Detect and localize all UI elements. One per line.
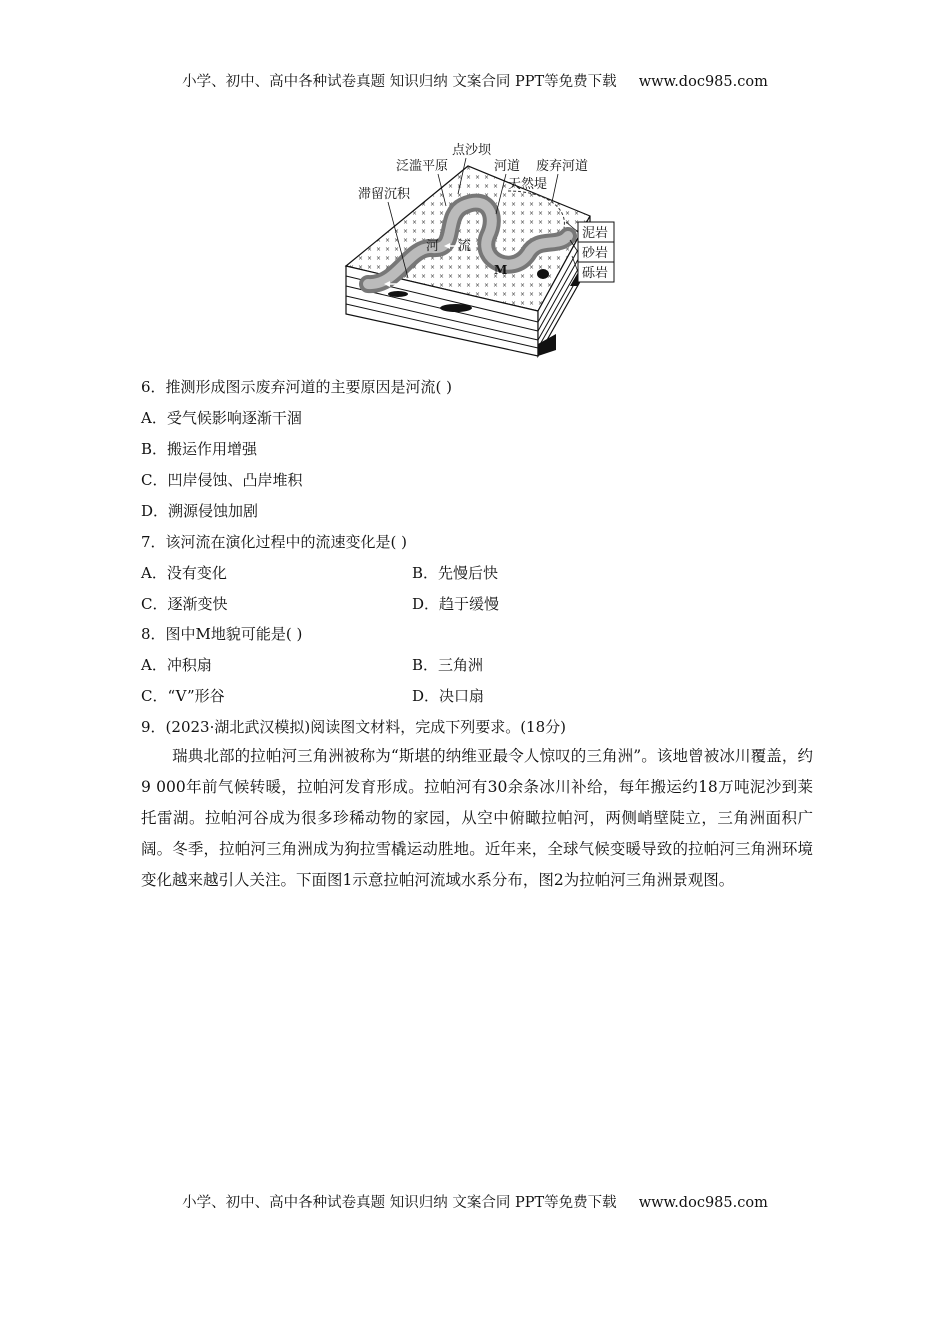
q7-option-b[interactable]: B．先慢后快 [412, 564, 499, 582]
header-text: 小学、初中、高中各种试卷真题 知识归纳 文案合同 PPT等免费下载 [182, 74, 617, 90]
q7-option-c[interactable]: C．逐渐变快 [141, 595, 228, 613]
legend-sandstone: 砂岩 [582, 246, 609, 261]
q7-option-d[interactable]: D．趋于缓慢 [412, 595, 500, 613]
q8-option-b[interactable]: B．三角洲 [412, 656, 484, 674]
q9-paragraph: 瑞典北部的拉帕河三角洲被称为“斯堪的纳维亚最令人惊叹的三角洲”。该地曾被冰川覆盖，约9 000年前气候转暖，拉帕河发育形成。拉帕河有30余条冰川补给，每年搬运约18万吨泥沙到莱托雷湖。拉帕河谷成为很多珍稀动物的家园，从空中俯瞰拉帕河，两侧峭壁陡立，三角洲面积广阔。冬季，拉帕河三角洲成为狗拉雪橇运动胜地。近年来，全球气候变暖导致的拉帕河三角洲环境变化越来越引人关注。下面图1示意拉帕河流域水系分布，图2为拉帕河三角洲景观图。 [141, 747, 813, 889]
header-url[interactable]: www.doc985.com [638, 74, 768, 90]
label-lag: 滞留沉积 [358, 187, 411, 202]
label-river: 河 [426, 239, 440, 254]
q8-option-d[interactable]: D．决口扇 [412, 687, 485, 705]
page-header [0, 70, 950, 91]
q6-option-d[interactable]: D．溯源侵蚀加剧 [141, 502, 259, 520]
legend-conglomerate: 砾岩 [582, 266, 609, 281]
legend-mudstone: 泥岩 [582, 226, 609, 241]
q9-stem: 9．(2023·湖北武汉模拟)阅读图文材料，完成下列要求。(18分) [141, 718, 566, 736]
label-floodplain: 泛滥平原 [396, 159, 449, 174]
label-m: M [494, 263, 508, 277]
q7-stem: 7．该河流在演化过程中的流速变化是( ) [141, 533, 408, 551]
q7-option-a[interactable]: A．没有变化 [141, 564, 227, 582]
label-levee: 天然堤 [508, 177, 548, 192]
footer-url[interactable]: www.doc985.com [638, 1195, 768, 1211]
label-flow: 流 [458, 239, 472, 254]
q6-option-c[interactable]: C．凹岸侵蚀、凸岸堆积 [141, 471, 303, 489]
q8-stem: 8．图中M地貌可能是( ) [141, 625, 303, 643]
q6-stem: 6．推测形成图示废弃河道的主要原因是河流( ) [141, 378, 453, 396]
q6-option-a[interactable]: A．受气候影响逐渐干涸 [141, 409, 302, 427]
q6-option-b[interactable]: B．搬运作用增强 [141, 440, 258, 458]
page-footer [0, 1191, 950, 1212]
label-abandoned: 废弃河道 [536, 159, 589, 174]
q8-option-c[interactable]: C．“V”形谷 [141, 687, 225, 705]
label-channel: 河道 [494, 159, 521, 174]
label-point-bar: 点沙坝 [452, 143, 492, 158]
footer-text: 小学、初中、高中各种试卷真题 知识归纳 文案合同 PPT等免费下载 [182, 1195, 617, 1211]
q9-material [141, 741, 813, 896]
river-block-diagram [338, 136, 618, 368]
q8-option-a[interactable]: A．冲积扇 [141, 656, 212, 674]
